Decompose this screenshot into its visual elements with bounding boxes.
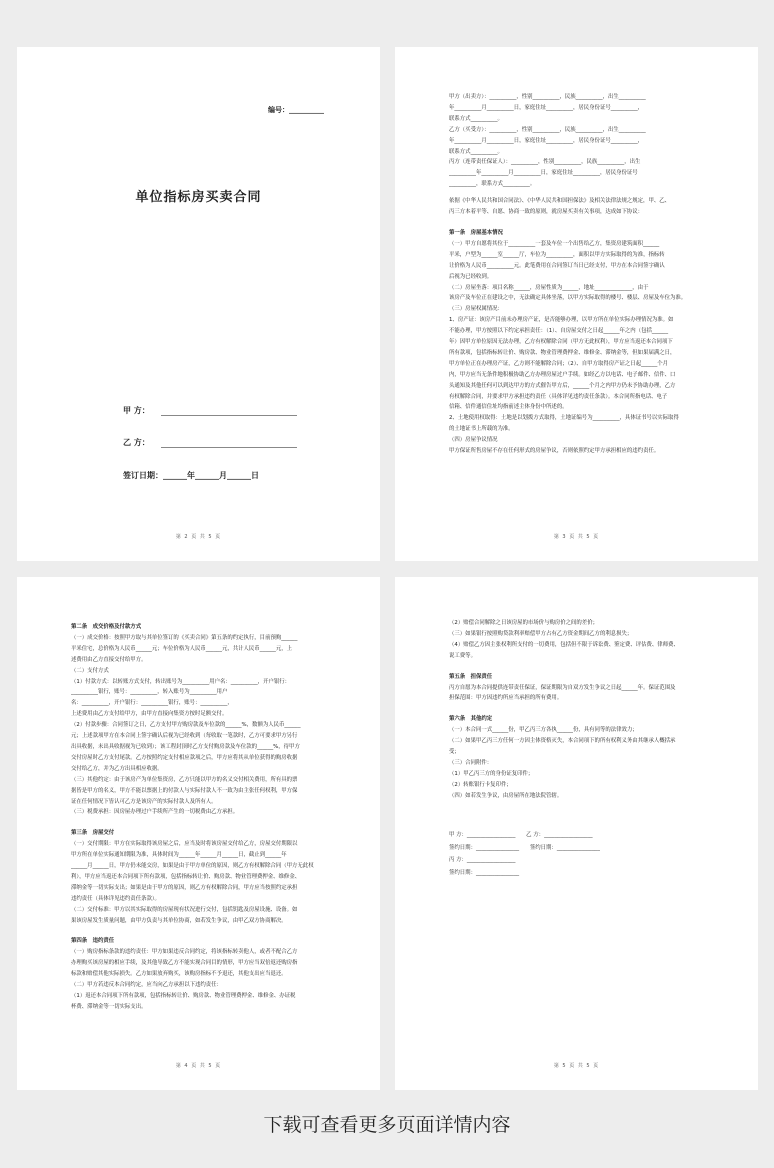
contract-cover-page: [17, 47, 380, 561]
text-line: （一）交付期限：甲方在实际取得该房屋之后，应当及时将该房屋交付给乙方，房屋交付期限以: [71, 841, 298, 848]
text-line: 杯费、滞纳金等一切实际支出。: [71, 1003, 147, 1010]
text-line: （二）房屋坐落：项目名称______，房屋性质为______，地址______________，由于: [449, 284, 649, 291]
text-line: （二）支付方式: [71, 667, 109, 674]
text-line: 的土地证书上所载的为准。: [449, 426, 514, 433]
contract-page-5: [395, 577, 758, 1090]
text-line: 担保范围：甲方因违约所应当承担的所有费用。: [449, 695, 563, 702]
text-line: （二）甲方若违反本合同约定，应当向乙方承担以下违约责任：: [71, 982, 222, 989]
text-line: （一）成交价格：按照甲方取与其单位签订的《买卖合同》第五条的约定执行，目前预购______: [71, 634, 298, 641]
text-line: （二）交付标准：甲方以其实际取得的房屋现有状况进行交付，包括钥匙及房屋设施、设备。如: [71, 906, 298, 913]
text-line: 果该房屋发生质量问题，由甲方负责与其单位协商，如若发生争议，由甲乙双方协商解决。: [71, 917, 287, 924]
text-line: 年__________月__________日，家庭住址__________，居民身份证号__________，: [449, 104, 644, 111]
clause-heading: 第三条 房屋交付: [71, 830, 115, 837]
text-line: 年__________月__________日，家庭住址__________，居民身份证号__________，: [449, 137, 644, 144]
contract-page-4: [17, 577, 380, 1090]
spacer: [449, 218, 703, 224]
text-line: （三）房屋权属情况：: [449, 306, 503, 313]
text-line: 该房产及车位正在建设之中，无法确定具体坐落，以甲方实际取得的楼号、楼层、房屋及车位为准。: [449, 295, 687, 302]
text-line: 滞纳金等一切实际支出；如果是由于甲方的原因，则乙方有权解除合同，甲方应当按照约定承担: [71, 884, 298, 891]
text-line: 丙方（连带责任保证人）：__________，性别__________，民族__________，出生: [449, 159, 641, 166]
text-line: 交付给乙方，并为乙方出具相应收据。: [71, 765, 163, 772]
text-line: 述费用由乙方直接交付给甲方。: [71, 656, 147, 663]
text-line: 平米，户型为______室______厅，车位为__________，面积以甲方实际取得的为准，指标转: [449, 251, 665, 258]
text-line: （三）其他约定：由于该房产为单位集资房，乙方只能以甲方的名义交付相关费用，所有具的票: [71, 776, 298, 783]
text-line: （1）返还本合同项下所有款项，包括指标转让价、购房款、物业管理费押金、维修金、办证税: [71, 993, 296, 999]
text-line: 1、房产证：该房产目前未办理房产证，是否能够办理，以甲方所在单位实际办理情况为准。如: [449, 317, 674, 324]
text-line: 办理购买该房屋的相应手续，及其他导致乙方不能实现合同目的情形，甲方应当双倍返还购房指: [71, 960, 298, 967]
text-line: 依据《中华人民共和国合同法》、《中华人民共和国担保法》及相关法律法规之规定，甲、乙、: [449, 198, 671, 205]
text-line: 年）因甲方单位原因无法办理，乙方有权解除合同（甲方无此权利），甲方应当返还本合同项下: [449, 339, 673, 346]
serial-number: 编号：__________: [268, 106, 324, 114]
contract-page-3: [395, 47, 758, 561]
party-a-label: 甲 方：: [123, 406, 150, 415]
spacer: [71, 926, 325, 932]
text-line: 证在任何情况下皆认可乙方是该房产的实际付款人及所有人。: [71, 798, 217, 805]
text-line: ______月______日，甲方仍未能交房，如果是由于甲方单位的原因，则乙方有权解除合同（甲方无此权: [71, 863, 314, 870]
text-line: 头通知及其他任何可以到达甲方的方式催告甲方后，______个月之内甲方仍未予协助办理，乙方: [449, 382, 676, 389]
text-line: 丙方自愿为本合同提供连带责任保证，保证期限为自双方发生争议之日起______年。保证范围及: [449, 684, 676, 691]
text-line: （三）税费承担：因房屋办理过户手续所产生的一切税费由乙方承担。: [71, 809, 239, 816]
text-line: （2）转账银行卡复印件；: [449, 781, 512, 788]
page-number: 第 3 页 共 5 页: [553, 534, 600, 540]
spacer: [449, 704, 703, 710]
text-line: 违约责任（具体详见违约责任条款）。: [71, 895, 160, 902]
text-line: 乙方（买受方）：__________，性别__________，民族__________，出生__________: [449, 126, 646, 133]
text-line: 元；上述款项甲方在本合同上签字确认后视为已经收到（每收取一笔款时，乙方可要求甲方另行: [71, 733, 298, 740]
text-line: 标款和赔偿其他实际损失。乙方如果放弃购买，该购房指标不予退还，其他支出应当退还。: [71, 971, 287, 978]
text-line: 甲方单位正在办理房产证，乙方则不能解除合同；（2）、自甲方取得房产证之日起______个月: [449, 360, 669, 367]
text-line: 联系方式__________。: [449, 115, 503, 122]
text-line: （二）如果甲乙丙三方任何一方因主体资格灭失，本合同项下的所有权利义务由其继承人概括承: [449, 738, 676, 745]
sign-date-line: 签订日期：______年______月______日: [123, 471, 259, 480]
text-line: 不能办理，甲方按照以下约定承担责任：（1）、自房屋交付之日起______年之内（包括______: [449, 328, 669, 335]
party-a-line: [123, 405, 297, 416]
clause-heading: 第一条 房屋基本情况: [449, 229, 503, 236]
text-line: （2）赔偿合同解除之日该房屋的市场价与购房价之间的差价；: [449, 620, 598, 626]
party-b-label: 乙 方：: [123, 438, 150, 447]
clause-heading: 第四条 违约责任: [71, 938, 115, 945]
party-a-blank: [161, 415, 297, 416]
text-line: 受；: [449, 749, 460, 756]
text-line: 甲方（出卖方）：__________，性别__________，民族__________，出生__________: [449, 94, 646, 100]
spacer: [71, 818, 325, 824]
page-body: [71, 618, 325, 1013]
text-line: 信箱、信件通信住址均指前述主体身份中所述的。: [449, 404, 568, 411]
text-line: 后视为已经收到。: [449, 273, 493, 280]
signature-line: 丙 方：__________________: [449, 857, 516, 863]
text-line: 让价格为人民币__________元。此笔费用在合同签订当日已经支付，甲方在本合同签字确认: [449, 262, 665, 269]
signature-line: 签约日期：________________ 签约日期：________________: [449, 844, 600, 851]
text-line: 内，甲方应当无条件地积极协助乙方办理房屋过户手续。如经乙方以电话、电子邮件、信件、口: [449, 371, 676, 378]
text-line: （四）房屋争议情况: [449, 437, 498, 444]
text-line: （2）付款步骤：合同签订之日，乙方支付甲方购房款及车位款的______%，数额为人民币______: [71, 722, 301, 729]
text-line: __________年__________月__________日，家庭住址__________，居民身份证号: [449, 170, 638, 177]
text-line: （一）本合同一式______份，甲乙丙三方各执______份，具有同等的法律效力；: [449, 727, 638, 734]
page-body: [449, 618, 703, 802]
text-line: （一）甲方自愿将其位于__________一套及车位一个出售给乙方，集资房建筑面积______: [449, 240, 660, 247]
text-line: 丙三方本着平等、自愿、协商一致的原则，就房屋买卖有关事项，达成如下协议：: [449, 209, 644, 216]
party-b-blank: [161, 447, 297, 448]
signature-line: 甲 方：__________________ 乙 方：__________________: [449, 832, 593, 838]
signature-line: 签约日期：________________: [449, 869, 520, 876]
page-number: 第 5 页 共 5 页: [553, 1063, 600, 1069]
text-line: 2、土地使用权取得：土地是以划拨方式取得，土地证编号为__________，具体证书号以实际取得: [449, 415, 679, 422]
party-b-line: [123, 437, 297, 448]
text-line: __________，联系方式__________。: [449, 181, 536, 188]
text-line: （1）甲乙丙三方的身份证复印件；: [449, 770, 534, 777]
text-line: （三）合同附件：: [449, 759, 493, 766]
clause-heading: 第六条 其他约定: [449, 716, 493, 723]
text-line: （四）如若发生争议，由房屋所在地法院管辖。: [449, 792, 563, 799]
text-line: （4）赔偿乙方因主张权利所支付的一切费用，包括但不限于诉讼费、鉴定费、评估费、律师费、: [449, 641, 679, 648]
spacer: [449, 662, 703, 668]
text-line: 说工费等。: [449, 652, 476, 659]
text-line: 甲方所在单位实际通知期限为准，具体时间为______年______月______日，截止到______年: [71, 852, 287, 859]
text-line: 所有款项，包括指标转让价、购房款、物业管理费押金、维修金、滞纳金等，但如果届满之日，: [449, 349, 676, 356]
signature-block: [449, 829, 703, 879]
text-line: 交付房屋时乙方支付尾款。乙方按照约定支付相应款项之后，甲方应将其从单位获得的购房收据: [71, 754, 298, 761]
text-line: 利），甲方应当返还本合同项下所有款项，包括指标转让价、购房款、物业管理费押金、维修金、: [71, 873, 301, 880]
text-line: 有权解除合同，并要求甲方承担违约责任（具体详见违约责任条款）。本合同所指电话、电子: [449, 393, 668, 400]
text-line: 联系方式__________。: [449, 148, 503, 155]
text-line: 据皆是甲方的名义，甲方不能以票据上的付款人与实际付款人不一致为由主张任何权利，甲方保: [71, 787, 298, 794]
text-line: __________银行，账号：__________，转入账号为__________用户: [71, 689, 228, 696]
text-line: （1）付款方式：以转账方式支付，转出账号为__________用户名：__________，开户银行：: [71, 678, 291, 685]
download-caption: 下载可查看更多页面详情内容: [263, 1114, 511, 1136]
clause-heading: 第二条 成交价格及付款方式: [71, 624, 142, 630]
text-line: 上述费用由乙方支付给甲方，由甲方直接向集资方按时足额交付。: [71, 711, 228, 718]
page-number: 第 4 页 共 5 页: [175, 1063, 222, 1069]
clause-heading: 第五条 担保责任: [449, 673, 493, 680]
text-line: 名：__________，开户银行：__________银行，账号：__________，: [71, 700, 233, 707]
text-line: 甲方保证所售房屋不存在任何形式的房屋争议，否则依照约定甲方承担相应的违约责任。: [449, 448, 660, 455]
text-line: （三）如果银行按照购贷款利率赔偿甲方占有乙方资金期间乙方的利息损失；: [449, 630, 633, 637]
text-line: 平米住宅，总价格为人民币______元；车位价格为人民币______元，共计人民币______元，上: [71, 645, 293, 652]
page-number: 第 2 页 共 5 页: [175, 534, 222, 540]
text-line: （一）购房指标条款的违约责任：甲方如果违反合同约定，将该指标转卖他人，或者不配合乙方: [71, 949, 298, 956]
text-line: 出具收据，未出具收据视为已收到）；该工程封顶时乙方支付购房款及车位款的______%，待甲方: [71, 743, 300, 750]
page-body: [449, 92, 703, 457]
contract-title: 单位指标房买卖合同: [135, 190, 262, 205]
